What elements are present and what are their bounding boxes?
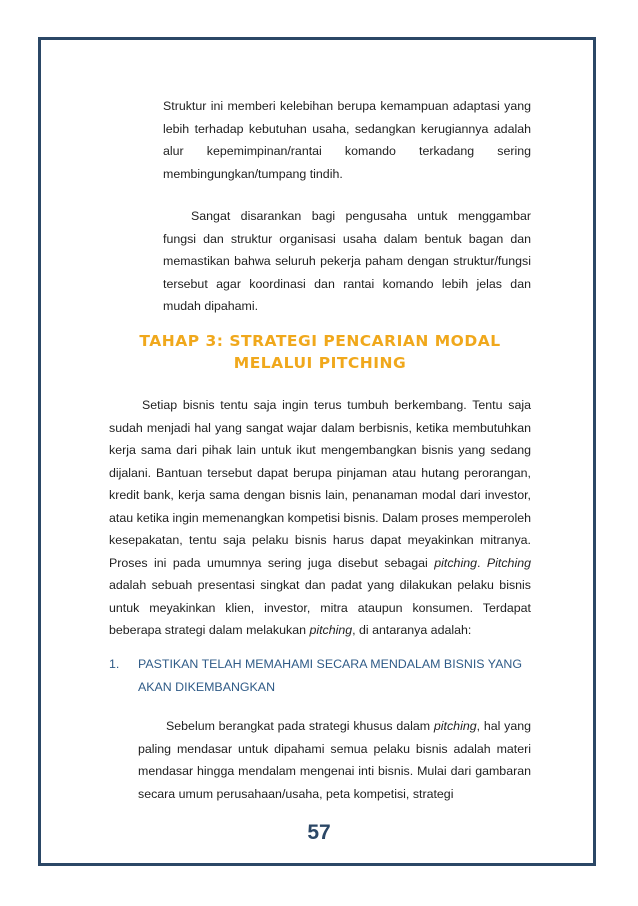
italic-term: pitching (309, 623, 353, 637)
section-heading-line-1: TAHAP 3: STRATEGI PENCARIAN MODAL (139, 332, 501, 350)
page-number: 57 (307, 821, 331, 844)
text-run: adalah sebuah presentasi singkat dan padat yang dilakukan pelaku bisnis untuk meyakinkan klien, investor, mitra ataupun konsumen. Terdapat beberapa strategi dalam melakukan (109, 578, 531, 637)
body-paragraph-pitching-intro (109, 394, 531, 642)
italic-term: Pitching (486, 555, 531, 570)
body-paragraph-recommendation: Sangat disarankan bagi pengusaha untuk menggambar fungsi dan struktur organisasi usaha dalam bentuk bagan dan memastikan bahwa seluruh pekerja paham dengan struktur/fungsi tersebut agar koordinasi dan rantai komando lebih jelas dan mudah dipahami. (163, 209, 531, 313)
section-heading (110, 330, 530, 374)
text-run: , di antaranya adalah: (352, 623, 472, 637)
list-item-number: 1. (109, 657, 120, 671)
text-run: Setiap bisnis tentu saja ingin terus tumbuh berkembang. Tentu saja sudah menjadi hal yang sangat wajar dalam berbisnis, ketika membutuhkan kerja sama dari pihak lain untuk ikut mengembangkan bisnis yang sedang dijalani. Bantuan tersebut dapat berupa pinjaman atau hutang perorangan, kredit bank, kerja sama dengan bisnis lain, penanaman modal dari investor, atau ketika ingin memenangkan kompetisi bisnis. Dalam proses memperoleh kesepakatan, tentu saja pelaku bisnis harus dapat meyakinkan mitranya. Proses ini pada umumnya sering juga disebut sebagai (109, 398, 531, 570)
italic-term: pitching (433, 719, 477, 733)
body-paragraph-structure: Struktur ini memberi kelebihan berupa kemampuan adaptasi yang lebih terhadap kebutuhan usaha, sedangkan kerugiannya adalah alur kepemimpinan/rantai komando terkadang sering membingungkan/tumpang tindih. (163, 99, 531, 181)
body-paragraph-understand-business (138, 715, 531, 805)
italic-term: pitching (434, 555, 477, 570)
list-item-title: PASTIKAN TELAH MEMAHAMI SECARA MENDALAM BISNIS YANG AKAN DIKEMBANGKAN (138, 657, 522, 694)
text-run: Sebelum berangkat pada strategi khusus dalam (166, 719, 434, 733)
section-heading-line-2: MELALUI PITCHING (233, 354, 407, 372)
text-run: , hal yang paling mendasar untuk dipahami semua pelaku bisnis adalah materi mendasar hingga mendalam mengenai inti bisnis. Mulai dari gambaran secara umum perusahaan/usaha, peta kompetisi, strategi (138, 719, 532, 801)
text-run: . (476, 555, 487, 570)
